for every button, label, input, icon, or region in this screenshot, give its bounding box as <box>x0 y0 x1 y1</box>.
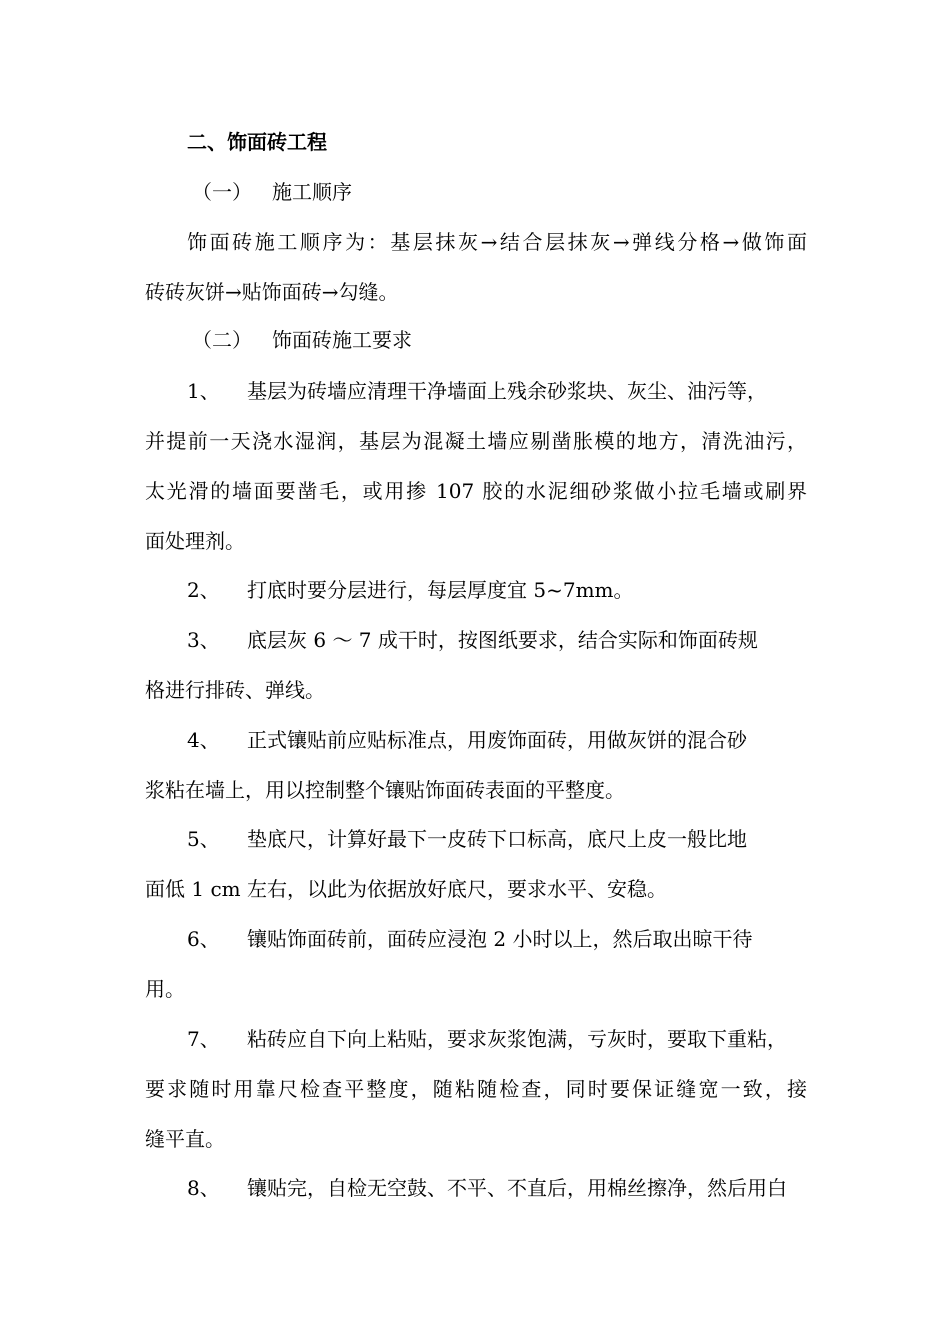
item-text-continued: 要求随时用靠尺检查平整度，随粘随检查，同时要保证缝宽一致，接 <box>145 1077 807 1101</box>
item-text: 打底时要分层进行，每层厚度宜 5~7mm。 <box>247 578 634 602</box>
item-number: 6、 <box>187 927 220 951</box>
item-number: 2、 <box>187 578 220 602</box>
item-text-continued: 缝平直。 <box>145 1127 225 1151</box>
item-text: 垫底尺，计算好最下一皮砖下口标高，底尺上皮一般比地 <box>247 827 747 851</box>
item-text: 粘砖应自下向上粘贴，要求灰浆饱满，亏灰时，要取下重粘， <box>247 1027 787 1051</box>
item-number: 1、 <box>187 379 220 403</box>
subsection-title: 饰面砖施工要求 <box>272 328 412 352</box>
subsection-number: （一） <box>192 180 252 204</box>
item-number: 5、 <box>187 827 220 851</box>
section-heading: 二、饰面砖工程 <box>187 130 327 154</box>
item-text: 基层为砖墙应清理干净墙面上残余砂浆块、灰尘、油污等， <box>247 379 767 403</box>
item-text-continued: 太光滑的墙面要凿毛，或用掺 107 胶的水泥细砂浆做小拉毛墙或刷界 <box>145 479 807 503</box>
item-text: 镶贴完，自检无空鼓、不平、不直后，用棉丝擦净，然后用白 <box>247 1176 787 1200</box>
sequence-line-2: 砖砖灰饼→贴饰面砖→勾缝。 <box>145 280 399 304</box>
item-text-continued: 用。 <box>145 977 185 1001</box>
item-number: 3、 <box>187 628 220 652</box>
list-item-8 <box>187 1175 787 1201</box>
list-item-6 <box>187 926 752 952</box>
subsection-number: （二） <box>192 328 252 352</box>
list-item-2 <box>187 577 634 603</box>
list-item-7 <box>187 1026 787 1052</box>
list-item-4 <box>187 727 747 753</box>
item-number: 7、 <box>187 1027 220 1051</box>
item-number: 8、 <box>187 1176 220 1200</box>
list-item-1 <box>187 378 767 404</box>
item-text: 正式镶贴前应贴标准点，用废饰面砖，用做灰饼的混合砂 <box>247 728 747 752</box>
item-text-continued: 面低 1 cm 左右，以此为依据放好底尺，要求水平、安稳。 <box>145 877 667 901</box>
subsection-title: 施工顺序 <box>272 180 352 204</box>
item-text: 镶贴饰面砖前，面砖应浸泡 2 小时以上，然后取出晾干待 <box>247 927 753 951</box>
item-text-continued: 浆粘在墙上，用以控制整个镶贴饰面砖表面的平整度。 <box>145 778 625 802</box>
item-text-continued: 面处理剂。 <box>145 529 245 553</box>
item-text-continued: 并提前一天浇水湿润，基层为混凝土墙应剔凿胀模的地方，清洗油污， <box>145 429 807 453</box>
list-item-3 <box>187 627 758 653</box>
sequence-line-1: 饰面砖施工顺序为：基层抹灰→结合层抹灰→弹线分格→做饰面 <box>187 230 807 254</box>
item-text: 底层灰 6 ～ 7 成干时，按图纸要求，结合实际和饰面砖规 <box>247 628 758 652</box>
list-item-5 <box>187 826 747 852</box>
item-number: 4、 <box>187 728 220 752</box>
subsection-2 <box>192 327 412 353</box>
item-text-continued: 格进行排砖、弹线。 <box>145 678 325 702</box>
subsection-1 <box>192 179 352 205</box>
